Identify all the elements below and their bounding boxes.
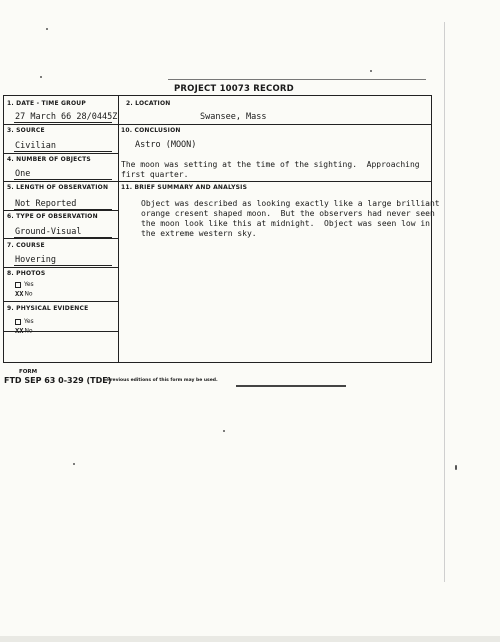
type-of-observation-label: 6. TYPE OF OBSERVATION [7, 213, 98, 220]
photos-yes-option: Yes [15, 281, 34, 289]
row-divider [4, 267, 118, 268]
conclusion-label: 10. CONCLUSION [121, 127, 181, 134]
scan-speck [223, 430, 225, 432]
checkbox-marked-icon: XX [15, 290, 24, 298]
scan-speck [370, 70, 372, 72]
footer-form-id: FTD SEP 63 0-329 (TDE) [4, 376, 112, 385]
date-time-value: 27 March 66 28/0445Z [15, 112, 118, 122]
physical-evidence-no-option: XXNo [15, 327, 33, 335]
scan-edge [0, 636, 500, 642]
row-divider [4, 124, 118, 125]
row-divider [4, 301, 118, 302]
date-time-label: 1. DATE - TIME GROUP [7, 100, 86, 107]
column-divider [118, 96, 119, 362]
course-label: 7. COURSE [7, 242, 45, 249]
length-of-observation-value: Not Reported [15, 199, 77, 209]
row-divider [4, 181, 431, 182]
physical-evidence-yes-option: Yes [15, 318, 34, 326]
row-divider [4, 210, 118, 211]
row-divider [4, 238, 118, 239]
field-underline [14, 179, 112, 180]
conclusion-value: Astro (MOON) [135, 140, 197, 150]
title-rule [168, 79, 426, 80]
field-underline [14, 122, 112, 123]
form-title: PROJECT 10073 RECORD [174, 84, 294, 94]
field-underline [14, 151, 112, 152]
scan-speck [455, 465, 457, 470]
conclusion-note-line1: The moon was setting at the time of the sighting. Approaching [121, 160, 420, 169]
field-underline [14, 237, 112, 238]
scan-speck [46, 28, 48, 30]
source-value: Civilian [15, 141, 56, 151]
type-of-observation-value: Ground-Visual [15, 227, 82, 237]
number-of-objects-value: One [15, 169, 31, 179]
conclusion-note-line2: first quarter. [121, 170, 189, 179]
brief-summary-label: 11. BRIEF SUMMARY AND ANALYSIS [121, 184, 248, 191]
source-label: 3. SOURCE [7, 127, 45, 134]
row-divider [118, 124, 431, 125]
scan-speck [73, 463, 75, 465]
photos-label: 8. PHOTOS [7, 270, 46, 277]
brief-summary-line3: the moon look like this at midnight. Object was seen low in [141, 219, 430, 228]
checkbox-marked-icon: XX [15, 327, 24, 335]
record-form [3, 95, 440, 363]
page-edge-line [444, 22, 445, 582]
footer-rule [236, 385, 346, 387]
brief-summary-line1: Object was described as looking exactly like a large brilliant [141, 199, 440, 208]
course-value: Hovering [15, 255, 56, 265]
location-value: Swansee, Mass [200, 112, 267, 122]
physical-evidence-label: 9. PHYSICAL EVIDENCE [7, 305, 89, 312]
number-of-objects-label: 4. NUMBER OF OBJECTS [7, 156, 91, 163]
row-divider [4, 153, 118, 154]
length-of-observation-label: 5. LENGTH OF OBSERVATION [7, 184, 109, 191]
field-underline [14, 209, 112, 210]
location-label: 2. LOCATION [126, 100, 171, 107]
footer-note: Previous editions of this form may be used. [107, 378, 218, 383]
photos-no-option: XXNo [15, 290, 33, 298]
brief-summary-line2: orange cresent shaped moon. But the observers had never seen [141, 209, 435, 218]
scan-speck [40, 76, 42, 78]
checkbox-empty-icon [15, 319, 21, 325]
checkbox-empty-icon [15, 282, 21, 288]
brief-summary-line4: the extreme western sky. [141, 229, 257, 238]
footer-form-label: FORM [19, 369, 38, 375]
field-underline [14, 265, 112, 266]
